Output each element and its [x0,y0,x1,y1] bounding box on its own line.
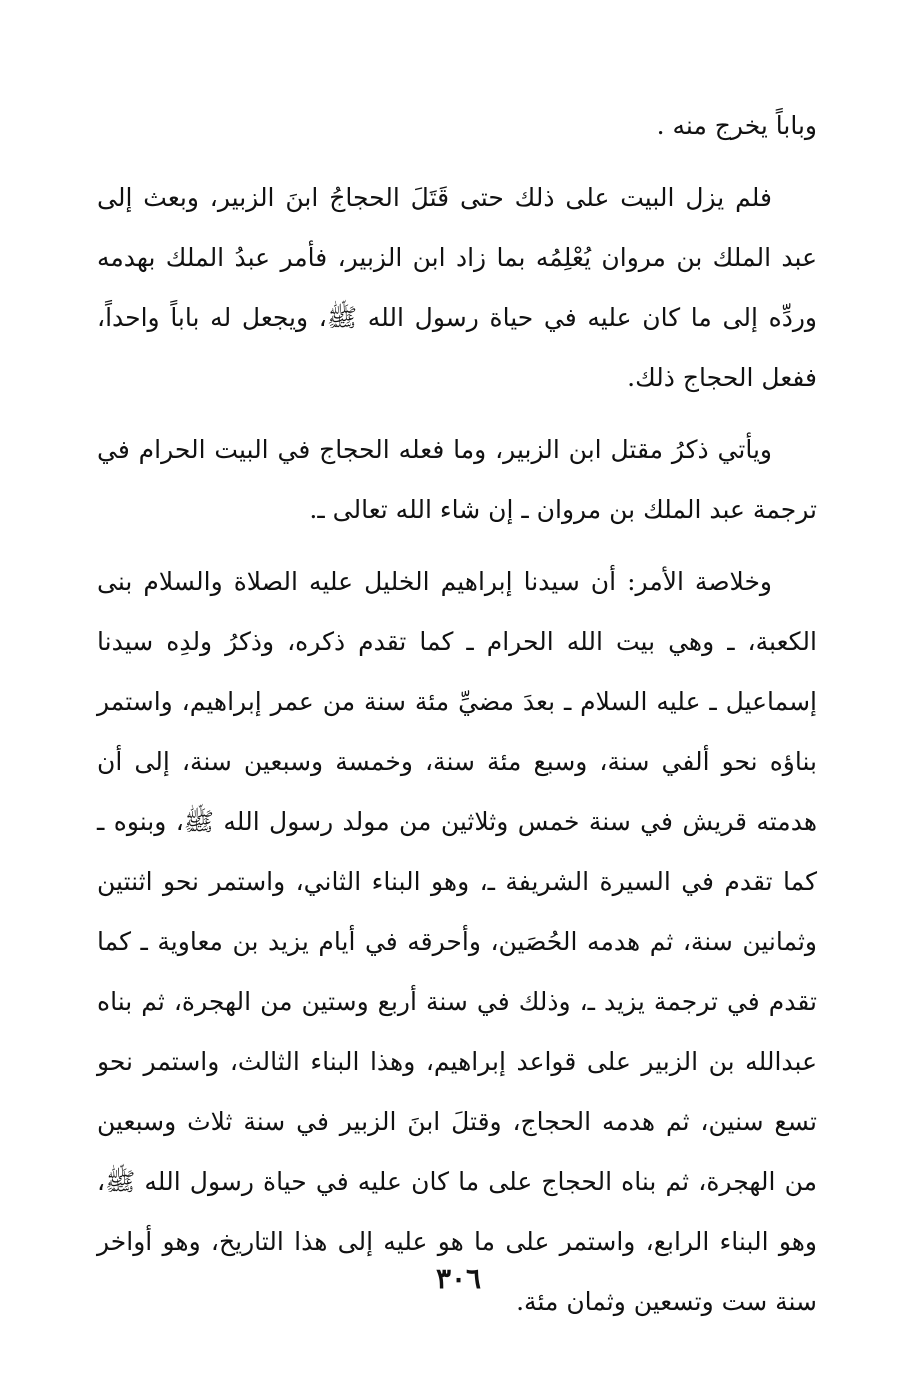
paragraph-1: وباباً يخرج منه . [656,111,817,140]
body-text [97,96,817,1344]
paragraph-2: فلم يزل البيت على ذلك حتى قَتَلَ الحجاجُ ابنَ الزبير، وبعث إلى عبد الملك بن مروان يُعْلِمُه بما زاد ابن الزبير، فأمر عبدُ الملك بهدمه وردِّه إلى ما كان عليه في حياة رسول الله ﷺ، ويجعل له باباً واحداً، ففعل الحجاج ذلك. [97,183,817,392]
paragraph-4: وخلاصة الأمر: أن سيدنا إبراهيم الخليل عليه الصلاة والسلام بنى الكعبة، ـ وهي بيت الله الحرام ـ كما تقدم ذكره، وذكرُ ولدِه سيدنا إسماعيل ـ عليه السلام ـ بعدَ مضيِّ مئة سنة من عمر إبراهيم، واستمر بناؤه نحو ألفي سنة، وسبع مئة سنة، وخمسة وسبعين سنة، إلى أن هدمته قريش في سنة خمس وثلاثين من مولد رسول الله ﷺ، وبنوه ـ كما تقدم في السيرة الشريفة ـ، وهو البناء الثاني، واستمر نحو اثنتين وثمانين سنة، ثم هدمه الحُصَين، وأحرقه في أيام يزيد بن معاوية ـ كما تقدم في ترجمة يزيد ـ، وذلك في سنة أربع وستين من الهجرة، ثم بناه عبدالله بن الزبير على قواعد إبراهيم، وهذا البناء الثالث، واستمر نحو تسع سنين، ثم هدمه الحجاج، وقتلَ ابنَ الزبير في سنة ثلاث وسبعين من الهجرة، ثم بناه الحجاج على ما كان عليه في حياة رسول الله ﷺ، وهو البناء الرابع، واستمر على ما هو عليه إلى هذا التاريخ، وهو أواخر سنة ست وتسعين وثمان مئة. [97,567,817,1316]
paragraph-3: ويأتي ذكرُ مقتل ابن الزبير، وما فعله الحجاج في البيت الحرام في ترجمة عبد الملك بن مروان ـ إن شاء الله تعالى ـ. [97,435,817,524]
page-number: ٣٠٦ [435,1262,482,1295]
